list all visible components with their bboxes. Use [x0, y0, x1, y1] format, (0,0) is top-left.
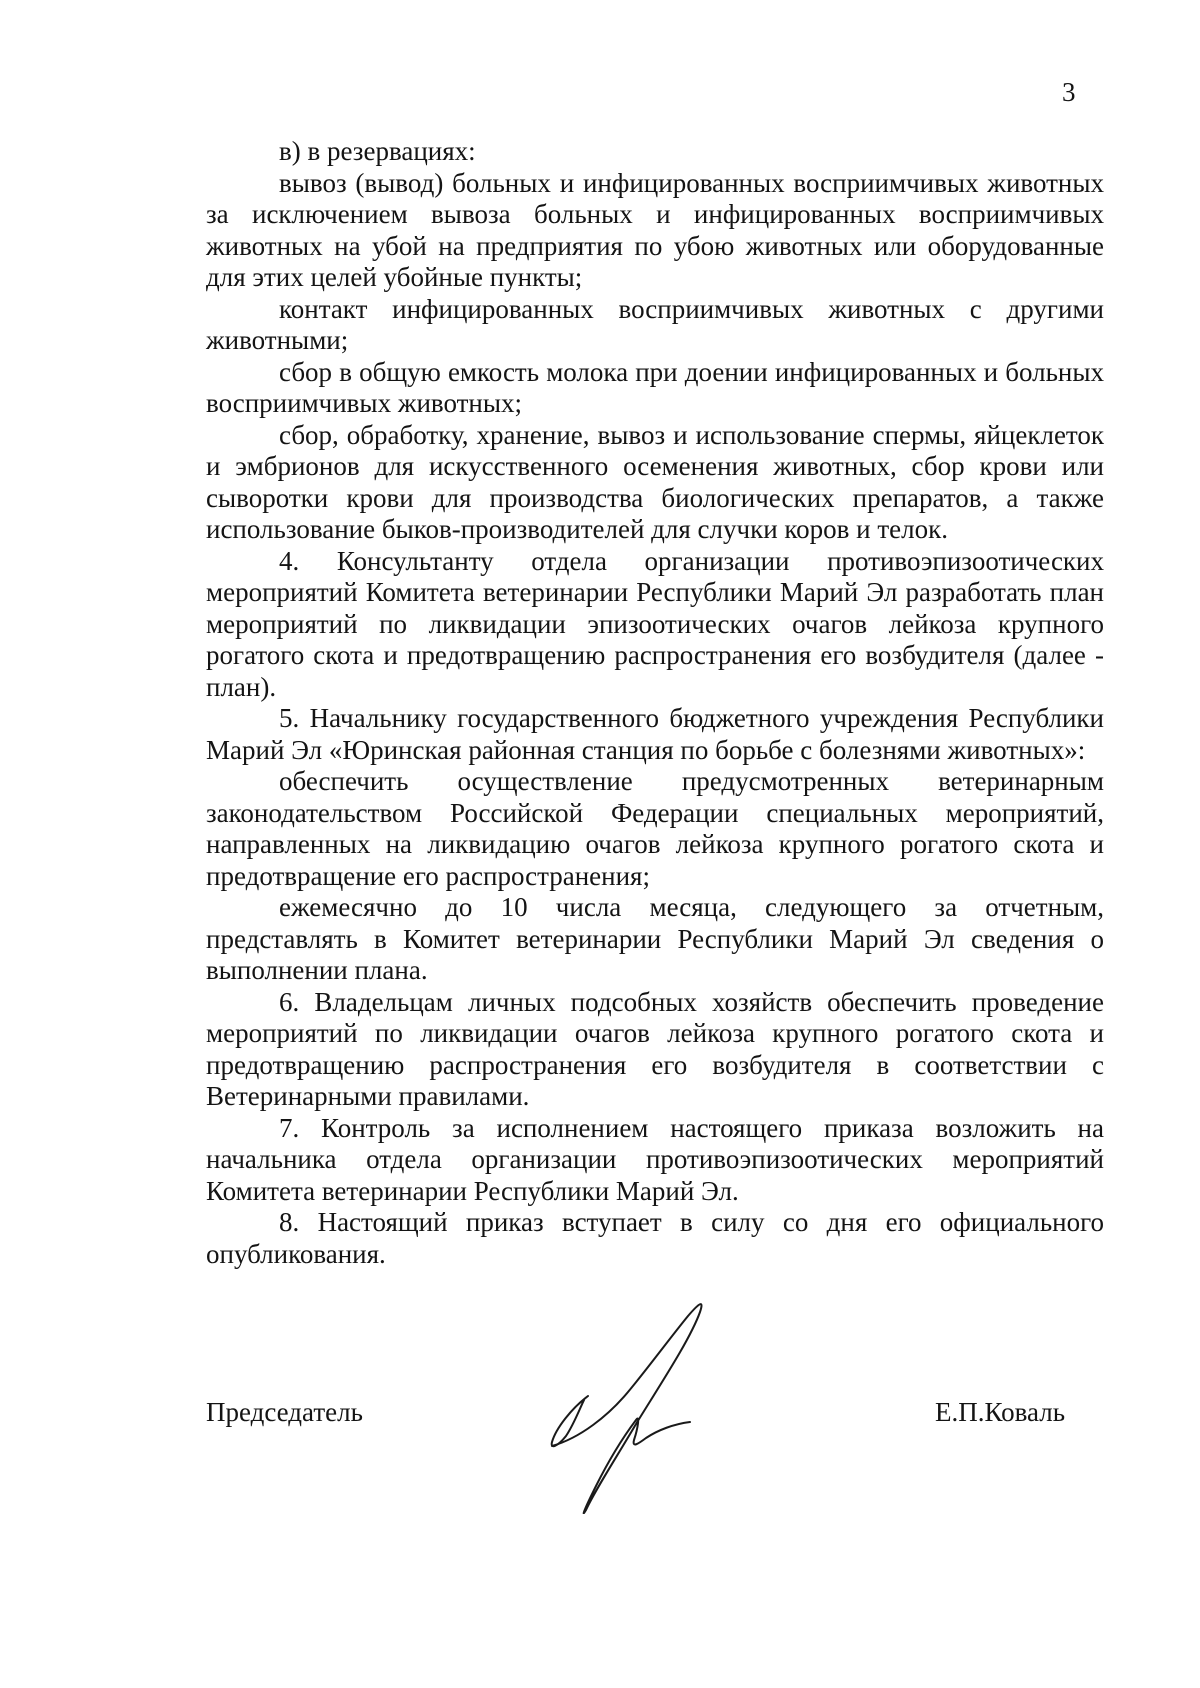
paragraph-contact-of-animals: контакт инфицированных восприимчивых животных с другими животными;: [206, 293, 1104, 355]
paragraph-item-4: 4. Консультанту отдела организации противоэпизоотических мероприятий Комитета ветеринарии Республики Марий Эл разработать план мероприятий по ликвидации эпизоотических очагов лейкоза крупного рогатого скота и предотвращению распространения его возбудителя (далее - план).: [206, 545, 1104, 702]
signatory-name: Е.П.Коваль: [935, 1397, 1066, 1427]
paragraph-item-5-ensure: обеспечить осуществление предусмотренных ветеринарным законодательством Российской Федерации специальных мероприятий, направленных на ликвидацию очагов лейкоза крупного рогатого скота и предотвращение его распространения;: [206, 766, 1104, 891]
document-body: [206, 136, 1104, 1270]
paragraph-item-5: 5. Начальнику государственного бюджетного учреждения Республики Марий Эл «Юринская районная станция по борьбе с болезнями животных»:: [206, 703, 1104, 765]
paragraph-item-5-monthly: ежемесячно до 10 числа месяца, следующего за отчетным, представлять в Комитет ветеринарии Республики Марий Эл сведения о выполнении плана.: [206, 892, 1104, 985]
paragraph-item-6: 6. Владельцам личных подсобных хозяйств обеспечить проведение мероприятий по ликвидации очагов лейкоза крупного рогатого скота и предотвращению распространения его возбудителя в соответствии с Ветеринарными правилами.: [206, 986, 1104, 1111]
signatory-title: Председатель: [206, 1397, 363, 1427]
paragraph-milk-collection: сбор в общую емкость молока при доении инфицированных и больных восприимчивых животных;: [206, 356, 1104, 418]
paragraph-item-7: 7. Контроль за исполнением настоящего приказа возложить на начальника отдела организации противоэпизоотических мероприятий Комитета ветеринарии Республики Марий Эл.: [206, 1112, 1104, 1206]
paragraph-removal-of-animals: вывоз (вывод) больных и инфицированных восприимчивых животных за исключением вывоза больных и инфицированных восприимчивых животных на убой на предприятия по убою животных или оборудованные для этих целей убойные пункты;: [206, 167, 1104, 292]
handwritten-signature: [550, 1296, 730, 1514]
paragraph-reservations-heading: в) в резервациях:: [279, 136, 476, 166]
paragraph-sperm-collection: сбор, обработку, хранение, вывоз и использование спермы, яйцеклеток и эмбрионов для искусственного осеменения животных, сбор крови или сыворотки крови для производства биологических препаратов, а также использование быков-производителей для случки коров и телок.: [206, 419, 1104, 544]
page-number: 3: [1062, 77, 1076, 107]
paragraph-item-8: 8. Настоящий приказ вступает в силу со дня его официального опубликования.: [206, 1207, 1104, 1269]
